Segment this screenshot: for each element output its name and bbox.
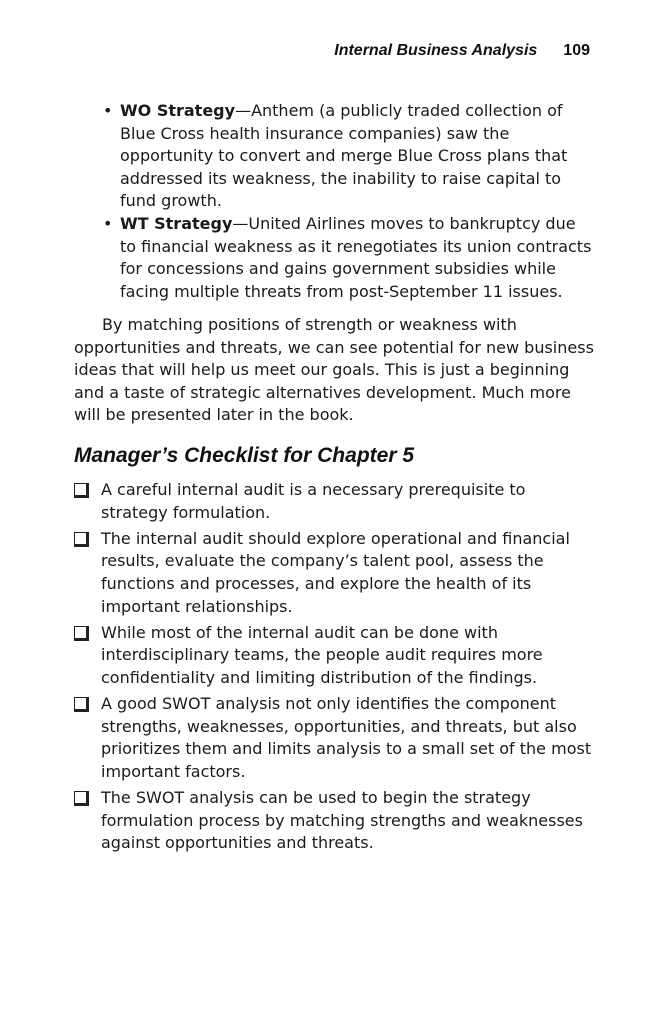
checklist-item-text: While most of the internal audit can be done with interdisciplinary teams, the people audit requires more confidentiality and limiting distribution of the findings. [101,622,543,687]
checkbox-icon [74,532,89,547]
checklist-item-text: A careful internal audit is a necessary prerequisite to strategy formulation. [101,480,526,522]
strategy-bullet-list [100,100,596,303]
bullet-item [100,213,596,303]
running-header [334,42,590,60]
bullet-icon: • [103,213,113,233]
checklist-item-text: A good SWOT analysis not only identifies the component strengths, weaknesses, opportunities, and threats, but also prioritizes them and limits analysis to a small set of the most important factors. [101,694,592,781]
bullet-term: WO Strategy [120,101,236,120]
running-header-title: Internal Business Analysis [334,42,538,59]
checklist [74,479,594,858]
bullet-term: WT Strategy [120,213,233,233]
checklist-item [74,479,594,524]
checklist-item [74,622,594,690]
page-number: 109 [563,42,590,59]
checkbox-icon [74,626,89,641]
bullet-item [100,100,596,213]
bullet-text: —United Airlines moves to bankruptcy due to financial weakness as it renegotiates its union contracts for concessions and gains government subsidies while facing multiple threats from post-September 11 issues. [120,213,592,301]
checklist-item-text: The SWOT analysis can be used to begin the strategy formulation process by matching strengths and weaknesses against opportunities and threats. [101,788,583,853]
checklist-item-text: The internal audit should explore operational and financial results, evaluate the company’s talent pool, assess the functions and processes, and explore the health of its important relationships. [101,528,570,616]
bullet-text: —Anthem (a publicly traded collection of Blue Cross health insurance companies) saw the opportunity to convert and merge Blue Cross plans that addressed its weakness, the inability to raise capital to fund growth. [120,101,568,211]
checkbox-icon [74,483,89,498]
body-paragraph: By matching positions of strength or weakness with opportunities and threats, we can see potential for new business ideas that will help us meet our goals. This is just a beginning and a taste of strategic alternatives development. Much more will be presented later in the book. [74,315,594,425]
checklist-item [74,787,594,855]
bullet-icon: • [103,101,113,120]
checklist-item [74,528,594,618]
checklist-heading: Manager’s Checklist for Chapter 5 [74,444,414,467]
checklist-item [74,693,594,783]
checkbox-icon [74,791,89,806]
checkbox-icon [74,697,89,712]
